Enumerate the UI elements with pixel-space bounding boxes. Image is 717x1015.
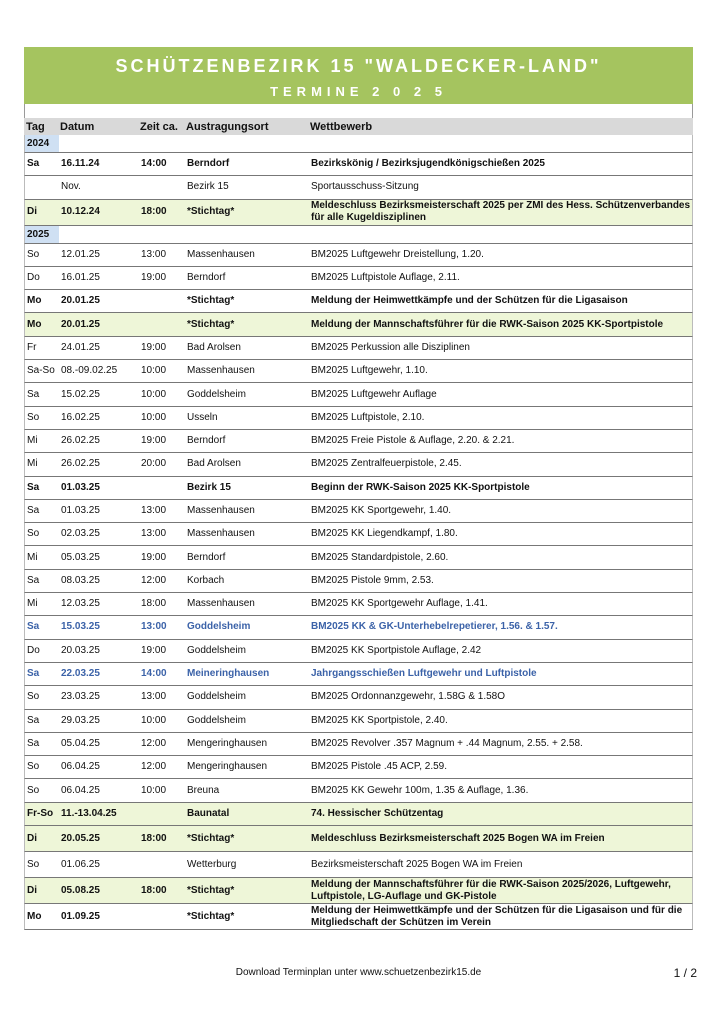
page-title: SCHÜTZENBEZIRK 15 "WALDECKER-LAND" [115, 56, 602, 76]
cell-wettbewerb: BM2025 Luftgewehr Auflage [311, 388, 437, 400]
cell-wettbewerb: BM2025 Luftpistole, 2.10. [311, 411, 425, 423]
year-label: 2025 [25, 226, 59, 243]
cell-zeit: 10:00 [141, 365, 167, 377]
cell-wettbewerb: Meldung der Heimwettkämpfe und der Schützen für die Ligasaison und für die Mitgliedschaft der Schützen im Verein [311, 904, 683, 928]
table-row [24, 153, 693, 176]
table-row [24, 779, 693, 802]
spacer-row [24, 104, 693, 118]
cell-datum: 16.01.25 [61, 272, 100, 284]
cell-datum: 12.03.25 [61, 598, 100, 610]
cell-zeit: 13:00 [141, 248, 167, 260]
cell-ort: Meineringhausen [187, 668, 270, 680]
cell-datum: 01.09.25 [61, 910, 100, 922]
col-header-datum: Datum [60, 120, 95, 133]
cell-wettbewerb: Bezirksmeisterschaft 2025 Bogen WA im Freien [311, 858, 523, 870]
cell-zeit: 19:00 [141, 272, 167, 284]
table-row [24, 904, 693, 930]
cell-ort: Wetterburg [187, 858, 237, 870]
cell-zeit: 12:00 [141, 737, 167, 749]
cell-wettbewerb: BM2025 Standardpistole, 2.60. [311, 551, 449, 563]
cell-ort: Berndorf [187, 158, 230, 170]
cell-datum: 01.03.25 [61, 481, 100, 493]
cell-wettbewerb: Meldung der Heimwettkämpfe und der Schützen für die Ligasaison [311, 295, 628, 307]
table-row [24, 710, 693, 733]
cell-zeit: 19:00 [141, 341, 167, 353]
cell-tag: Di [27, 884, 37, 896]
table-row [24, 407, 693, 430]
cell-datum: 05.03.25 [61, 551, 100, 563]
cell-wettbewerb: BM2025 Ordonnanzgewehr, 1.58G & 1.58O [311, 691, 506, 703]
cell-zeit [141, 852, 187, 877]
cell-wettbewerb: Sportausschuss-Sitzung [311, 181, 419, 193]
table-row [24, 430, 693, 453]
table-row [24, 852, 693, 878]
cell-wettbewerb: BM2025 Pistole .45 ACP, 2.59. [311, 761, 448, 773]
cell-tag: Sa [27, 388, 40, 400]
cell-wettbewerb: Beginn der RWK-Saison 2025 KK-Sportpistole [311, 481, 530, 493]
col-header-ort: Austragungsort [186, 120, 269, 133]
cell-ort: Massenhausen [187, 505, 255, 516]
cell-ort: Massenhausen [187, 248, 255, 260]
cell-tag: Mo [27, 318, 42, 330]
schedule-table [24, 135, 693, 930]
cell-datum: 08.-09.02.25 [61, 365, 118, 377]
cell-wettbewerb: BM2025 KK Sportpistole Auflage, 2.42 [311, 644, 482, 656]
table-row [24, 803, 693, 826]
cell-tag: Di [27, 206, 37, 218]
table-row [24, 878, 693, 904]
cell-datum: 02.03.25 [61, 528, 100, 540]
cell-zeit: 14:00 [141, 158, 167, 170]
cell-wettbewerb: BM2025 Luftpistole Auflage, 2.11. [311, 272, 460, 284]
cell-tag: So [27, 761, 40, 773]
cell-tag: Mo [27, 295, 42, 307]
cell-ort: Berndorf [187, 435, 226, 447]
cell-ort: Massenhausen [187, 528, 255, 540]
table-row [24, 663, 693, 686]
cell-ort: Mengeringhausen [187, 761, 268, 773]
cell-ort: Breuna [187, 784, 220, 796]
cell-zeit: 10:00 [141, 714, 167, 726]
cell-ort: Korbach [187, 574, 225, 586]
cell-tag: Fr-So [27, 807, 54, 819]
cell-datum: Nov. [61, 181, 81, 193]
cell-tag: So [27, 691, 40, 703]
cell-ort: Bad Arolsen [187, 458, 241, 470]
cell-zeit: 14:00 [141, 668, 167, 680]
cell-ort: Berndorf [187, 272, 226, 284]
cell-zeit: 13:00 [141, 528, 167, 540]
cell-datum: 20.01.25 [61, 318, 100, 330]
cell-datum: 06.04.25 [61, 761, 100, 773]
cell-tag: Sa [27, 481, 40, 493]
page-subtitle: TERMINE 2 0 2 5 [270, 84, 447, 99]
table-row [24, 244, 693, 267]
cell-tag: Mo [27, 910, 42, 922]
cell-zeit: 12:00 [141, 761, 167, 773]
cell-zeit: 19:00 [141, 435, 167, 447]
cell-wettbewerb: BM2025 KK Sportpistole, 2.40. [311, 714, 448, 726]
cell-zeit: 10:00 [141, 388, 167, 400]
cell-zeit: 12:00 [141, 574, 167, 586]
cell-datum: 01.06.25 [61, 858, 100, 870]
table-row [24, 593, 693, 616]
table-row [24, 733, 693, 756]
year-row [24, 226, 693, 244]
cell-ort: Goddelsheim [187, 621, 251, 633]
cell-wettbewerb: BM2025 KK Liegendkampf, 1.80. [311, 528, 458, 540]
cell-tag: Sa [27, 574, 40, 586]
cell-ort: Goddelsheim [187, 388, 246, 400]
cell-wettbewerb: Bezirkskönig / Bezirksjugendkönigschießen 2025 [311, 158, 545, 170]
cell-zeit [141, 290, 187, 312]
cell-tag: Do [27, 272, 40, 284]
cell-wettbewerb: Meldeschluss Bezirksmeisterschaft 2025 per ZMI des Hess. Schützenverbandes für alle Kugeldisziplinen [311, 200, 691, 224]
cell-tag: Mi [27, 458, 38, 470]
cell-tag: Sa [27, 505, 40, 516]
cell-ort: *Stichtag* [187, 318, 235, 330]
cell-ort: Goddelsheim [187, 714, 246, 726]
cell-datum: 26.02.25 [61, 458, 100, 470]
cell-datum: 24.01.25 [61, 341, 100, 353]
cell-wettbewerb: BM2025 KK Sportgewehr, 1.40. [311, 505, 452, 516]
cell-tag: Sa [27, 737, 40, 749]
cell-zeit: 13:00 [141, 691, 167, 703]
cell-tag: So [27, 858, 40, 870]
table-row [24, 826, 693, 852]
table-row [24, 176, 693, 199]
cell-wettbewerb: BM2025 Pistole 9mm, 2.53. [311, 574, 434, 586]
cell-datum: 20.05.25 [61, 832, 100, 844]
table-row [24, 360, 693, 383]
cell-zeit: 10:00 [141, 411, 167, 423]
cell-zeit: 10:00 [141, 784, 167, 796]
cell-datum: 01.03.25 [61, 505, 100, 516]
cell-ort: Goddelsheim [187, 644, 246, 656]
cell-ort: *Stichtag* [187, 884, 235, 896]
cell-tag: Do [27, 644, 40, 656]
cell-zeit [141, 176, 187, 198]
table-row [24, 570, 693, 593]
cell-zeit [141, 803, 187, 825]
table-row [24, 477, 693, 500]
cell-ort: *Stichtag* [187, 832, 235, 844]
col-header-tag: Tag [26, 120, 45, 133]
cell-ort: Mengeringhausen [187, 737, 268, 749]
table-row [24, 616, 693, 639]
cell-wettbewerb: BM2025 KK Gewehr 100m, 1.35 & Auflage, 1.36. [311, 784, 529, 796]
cell-wettbewerb: BM2025 Luftgewehr Dreistellung, 1.20. [311, 248, 484, 260]
cell-wettbewerb: 74. Hessischer Schützentag [311, 807, 444, 819]
cell-tag [27, 176, 61, 198]
table-row [24, 500, 693, 523]
cell-zeit: 20:00 [141, 458, 167, 470]
cell-ort: Massenhausen [187, 598, 255, 610]
cell-datum: 05.08.25 [61, 884, 100, 896]
table-row [24, 200, 693, 226]
year-label: 2024 [25, 135, 59, 152]
cell-wettbewerb: Jahrgangsschießen Luftgewehr und Luftpistole [311, 668, 537, 680]
cell-ort: Baunatal [187, 807, 230, 819]
cell-tag: Fr [27, 341, 37, 353]
download-note: Download Terminplan unter www.schuetzenbezirk15.de [235, 967, 482, 978]
title-banner [24, 47, 693, 104]
cell-wettbewerb: BM2025 Revolver .357 Magnum + .44 Magnum, 2.55. + 2.58. [311, 737, 583, 749]
col-header-wettbewerb: Wettbewerb [310, 120, 373, 133]
cell-zeit: 13:00 [141, 505, 167, 516]
cell-ort: Bezirk 15 [187, 181, 229, 193]
cell-datum: 23.03.25 [61, 691, 100, 703]
table-row [24, 453, 693, 476]
cell-wettbewerb: Meldung der Mannschaftsführer für die RWK-Saison 2025 KK-Sportpistole [311, 318, 664, 330]
cell-ort: *Stichtag* [187, 295, 235, 307]
cell-datum: 20.01.25 [61, 295, 100, 307]
cell-tag: Sa [27, 621, 40, 633]
table-row [24, 546, 693, 569]
cell-wettbewerb: BM2025 Perkussion alle Disziplinen [311, 341, 470, 353]
cell-datum: 11.-13.04.25 [61, 807, 117, 819]
cell-datum: 15.02.25 [61, 388, 100, 400]
cell-datum: 06.04.25 [61, 784, 100, 796]
cell-ort: Bezirk 15 [187, 481, 231, 493]
cell-ort: Berndorf [187, 551, 226, 563]
cell-datum: 26.02.25 [61, 435, 100, 447]
cell-tag: So [27, 528, 40, 540]
cell-datum: 10.12.24 [61, 206, 100, 218]
page-number: 1 / 2 [673, 966, 697, 980]
cell-zeit: 19:00 [141, 551, 167, 563]
cell-datum: 15.03.25 [61, 621, 100, 633]
cell-ort: *Stichtag* [187, 206, 235, 218]
cell-zeit [141, 904, 187, 929]
cell-datum: 12.01.25 [61, 248, 100, 260]
cell-tag: Sa-So [27, 365, 55, 377]
cell-datum: 16.11.24 [61, 158, 100, 170]
cell-ort: Bad Arolsen [187, 341, 241, 353]
cell-wettbewerb: Meldung der Mannschaftsführer für die RWK-Saison 2025/2026, Luftgewehr, Luftpistole, LG-Auflage und GK-Pistole [311, 878, 671, 902]
table-row [24, 756, 693, 779]
cell-datum: 29.03.25 [61, 714, 100, 726]
cell-ort: Massenhausen [187, 365, 255, 377]
cell-zeit [141, 477, 187, 499]
table-row [24, 686, 693, 709]
cell-zeit: 19:00 [141, 644, 167, 656]
cell-tag: Mi [27, 598, 38, 610]
table-row [24, 313, 693, 336]
cell-zeit: 18:00 [141, 598, 167, 610]
cell-wettbewerb: BM2025 Luftgewehr, 1.10. [311, 365, 428, 377]
cell-tag: So [27, 248, 40, 260]
cell-wettbewerb: BM2025 KK Sportgewehr Auflage, 1.41. [311, 598, 488, 610]
cell-datum: 16.02.25 [61, 411, 100, 423]
cell-tag: Sa [27, 714, 40, 726]
cell-tag: Di [27, 832, 37, 844]
cell-wettbewerb: BM2025 Zentralfeuerpistole, 2.45. [311, 458, 462, 470]
cell-tag: So [27, 784, 40, 796]
table-row [24, 523, 693, 546]
cell-zeit [141, 313, 187, 335]
cell-tag: Mi [27, 435, 38, 447]
table-row [24, 267, 693, 290]
cell-wettbewerb: Meldeschluss Bezirksmeisterschaft 2025 Bogen WA im Freien [311, 832, 605, 844]
cell-datum: 22.03.25 [61, 668, 100, 680]
cell-tag: Sa [27, 668, 40, 680]
cell-zeit: 18:00 [141, 206, 167, 218]
col-header-zeit: Zeit ca. [140, 120, 178, 133]
cell-datum: 08.03.25 [61, 574, 100, 586]
cell-wettbewerb: BM2025 Freie Pistole & Auflage, 2.20. & 2.21. [311, 435, 515, 447]
table-row [24, 290, 693, 313]
cell-tag: Mi [27, 551, 38, 563]
cell-datum: 05.04.25 [61, 737, 100, 749]
cell-ort: *Stichtag* [187, 910, 235, 922]
cell-ort: Goddelsheim [187, 691, 246, 703]
table-header [24, 118, 693, 135]
table-row [24, 383, 693, 406]
cell-tag: Sa [27, 158, 40, 170]
cell-zeit: 13:00 [141, 621, 167, 633]
cell-tag: So [27, 411, 40, 423]
cell-ort: Usseln [187, 411, 218, 423]
cell-wettbewerb: BM2025 KK & GK-Unterhebelrepetierer, 1.56. & 1.57. [311, 621, 558, 633]
cell-datum: 20.03.25 [61, 644, 100, 656]
cell-zeit: 18:00 [141, 884, 167, 896]
cell-zeit: 18:00 [141, 832, 167, 844]
year-row [24, 135, 693, 153]
table-row [24, 337, 693, 360]
table-row [24, 640, 693, 663]
